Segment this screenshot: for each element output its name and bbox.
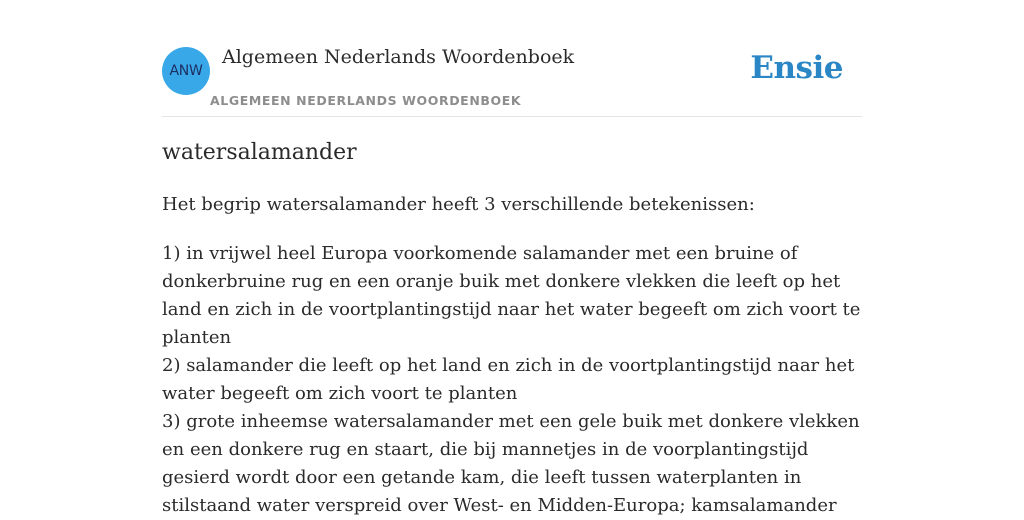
entry-card	[162, 0, 862, 516]
definition-item: 2) salamander die leeft op het land en zich in de voortplantingstijd naar het water begeeft om zich voort te planten	[162, 355, 855, 404]
ensie-logo[interactable]: Ensie	[750, 50, 843, 86]
source-subtitle: ALGEMEEN NEDERLANDS WOORDENBOEK	[210, 93, 522, 108]
definition-list	[162, 240, 862, 520]
definition-item: 1) in vrijwel heel Europa voorkomende salamander met een bruine of donkerbruine rug en een oranje buik met donkere vlekken die leeft op het land en zich in de voortplantingstijd naar het water begeeft om zich voort te planten	[162, 243, 861, 348]
headword: watersalamander	[162, 140, 357, 165]
definition-item: 3) grote inheemse watersalamander met een gele buik met donkere vlekken en een donkere rug en staart, die bij mannetjes in de voorplantingstijd gesierd wordt door een getande kam, die leeft tussen waterplanten in stilstaand water verspreid over West- en Midden-Europa; kamsalamander	[162, 411, 860, 516]
anw-logo[interactable]: ANW	[162, 47, 210, 95]
source-title[interactable]: Algemeen Nederlands Woordenboek	[222, 46, 575, 68]
source-header	[162, 0, 862, 117]
intro-text: Het begrip watersalamander heeft 3 verschillende betekenissen:	[162, 194, 755, 215]
